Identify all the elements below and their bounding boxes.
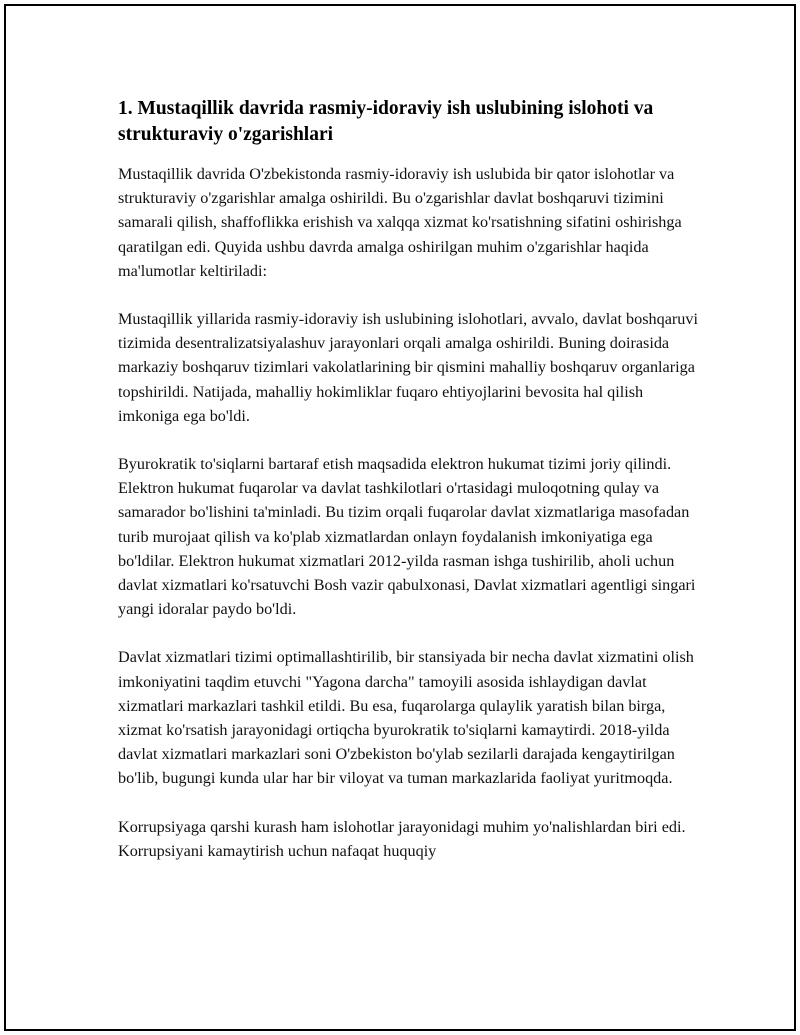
paragraph-intro: Mustaqillik davrida O'zbekistonda rasmiy-idoraviy ish uslubida bir qator islohotlar va strukturaviy o'zgarishlar amalga oshirildi. Bu o'zgarishlar davlat boshqaruvi tizimini samarali qilish, shaffoflikka erishish va xalqqa xizmat ko'rsatishning sifatini oshirishga qaratilgan edi. Quyida ushbu davrda amalga oshirilgan muhim o'zgarishlar haqida ma'lumotlar keltiriladi: [118, 165, 682, 280]
section-heading: 1. Mustaqillik davrida rasmiy-idoraviy ish uslubining islohoti va strukturaviy o'zgarishlari [118, 98, 654, 145]
paragraph-anti-corruption: Korrupsiyaga qarshi kurash ham islohotlar jarayonidagi muhim yo'nalishlardan biri edi. Korrupsiyani kamaytirish uchun nafaqat huquqiy [118, 817, 686, 860]
document-body [118, 96, 708, 887]
page-frame [4, 4, 796, 1031]
paragraph-public-services: Davlat xizmatlari tizimi optimallashtirilib, bir stansiyada bir necha davlat xizmatini olish imkoniyatini taqdim etuvchi "Yagona darcha" tamoyili asosida ishlaydigan davlat xizmatlari markazlari tashkil etildi. Bu esa, fuqarolarga qulaylik yaratish bilan birga, xizmat ko'rsatish jarayonidagi ortiqcha byurokratik to'siqlarni kamaytirdi. 2018-yilda davlat xizmatlari markazlari soni O'zbekiston bo'ylab sezilarli darajada kengaytirilgan bo'lib, bugungi kunda ular har bir viloyat va tuman markazlarida faoliyat yuritmoqda. [118, 648, 694, 788]
paragraph-e-government: Byurokratik to'siqlarni bartaraf etish maqsadida elektron hukumat tizimi joriy qilindi. Elektron hukumat fuqarolar va davlat tashkilotlari o'rtasidagi muloqotning qulay va samarador bo'lishini ta'minladi. Bu tizim orqali fuqarolar davlat xizmatlariga masofadan turib murojaat qilish va ko'plab xizmatlardan onlayn foydalanish imkoniyatiga ega bo'ldilar. Elektron hukumat xizmatlari 2012-yilda rasman ishga tushirilib, aholi uchun davlat xizmatlari ko'rsatuvchi Bosh vazir qabulxonasi, Davlat xizmatlari agentligi singari yangi idoralar paydo bo'ldi. [118, 455, 696, 619]
paragraph-decentralization: Mustaqillik yillarida rasmiy-idoraviy ish uslubining islohotlari, avvalo, davlat boshqaruvi tizimida desentralizatsiyalashuv jarayonlari orqali amalga oshirildi. Buning doirasida markaziy boshqaruv tizimlari vakolatlarining bir qismini mahalliy boshqaruv organlariga topshirildi. Natijada, mahalliy hokimliklar fuqaro ehtiyojlarini bevosita hal qilish imkoniga ega bo'ldi. [118, 310, 698, 425]
